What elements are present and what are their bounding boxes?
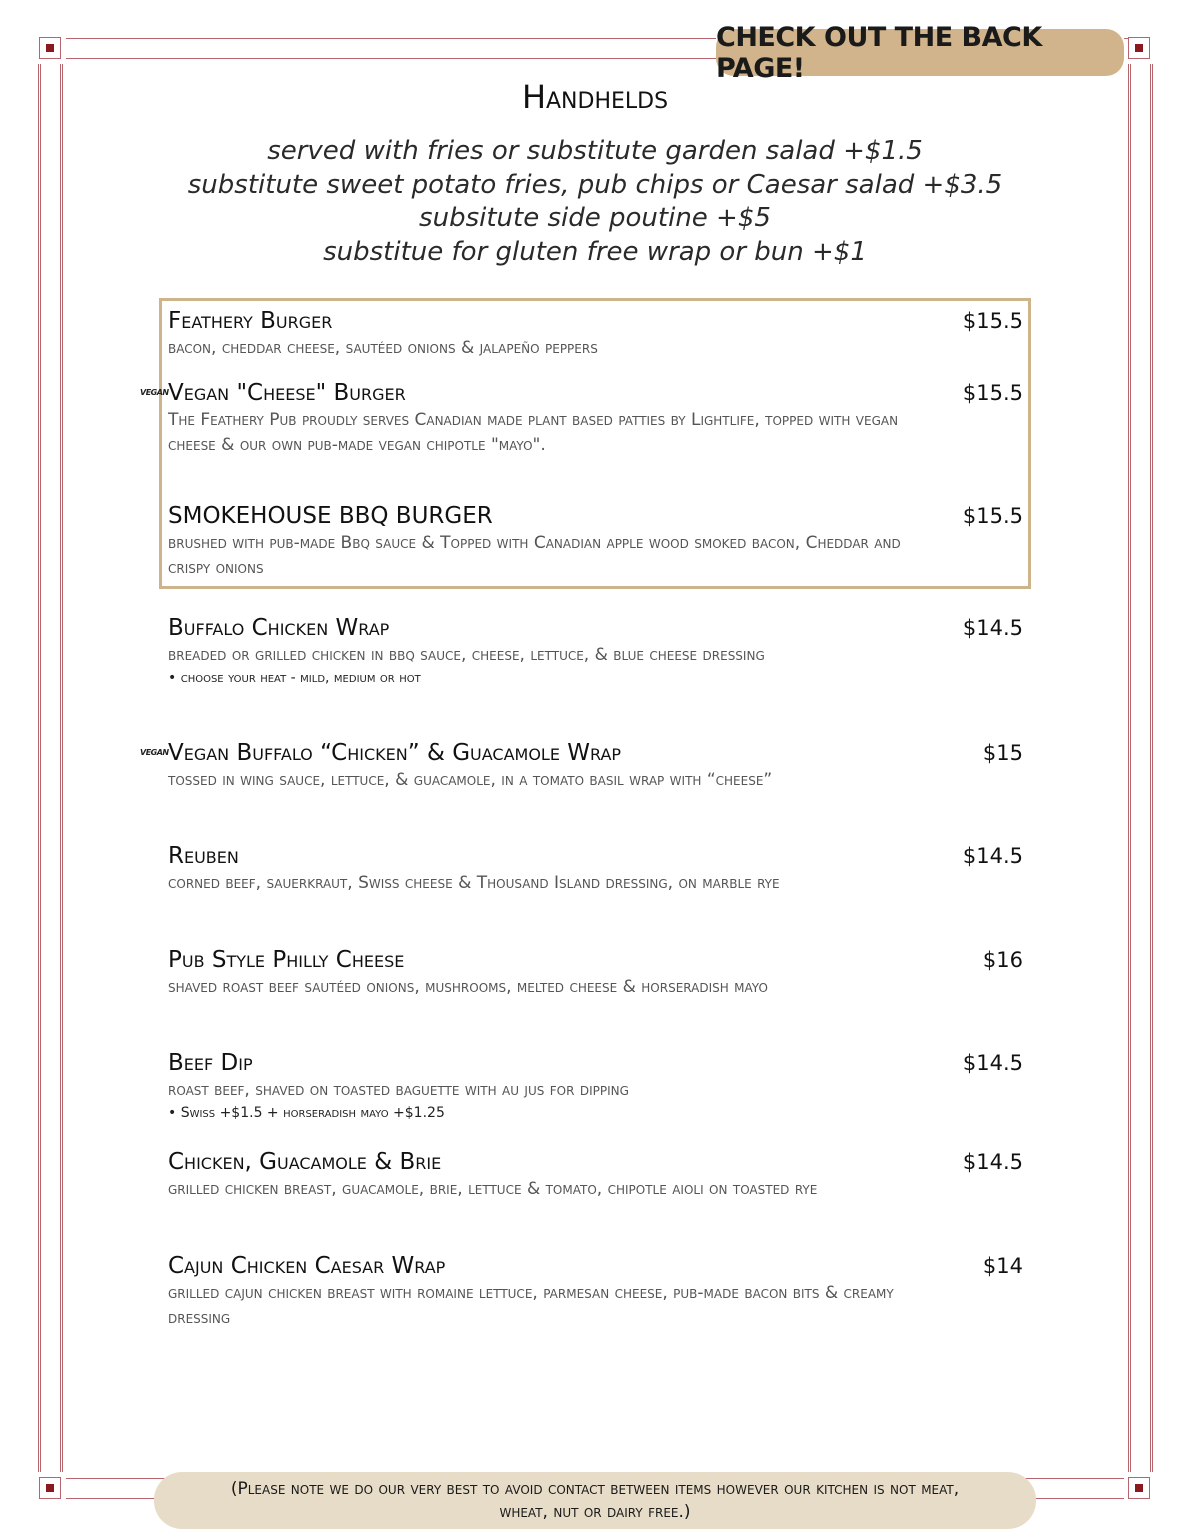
allergen-disclaimer-text: (Please note we do our very best to avoid contact between items however our kitchen is not meat, wheat, nut or dairy free.) <box>230 1478 960 1522</box>
frame-line-right-outer <box>1150 64 1151 1472</box>
corner-top-left <box>39 37 61 59</box>
menu-item <box>168 1049 1023 1123</box>
item-name: Chicken, Guacamole & Brie <box>168 1149 442 1175</box>
corner-bottom-right <box>1128 1477 1150 1499</box>
back-page-banner: CHECK OUT THE BACK PAGE! <box>716 29 1124 76</box>
frame-line-top-outer <box>66 38 716 39</box>
frame-line-right-inner2 <box>1130 64 1131 1472</box>
frame-line-left-inner <box>60 64 61 1472</box>
substitution-line: substitute sweet potato fries, pub chips or Caesar salad +$3.5 <box>187 169 1003 200</box>
item-description: The Feathery Pub proudly serves Canadian made plant based patties by Lightlife, topped with vegan cheese & our own pub-made vegan chipotle "mayo". <box>168 410 899 455</box>
item-price: $15.5 <box>962 504 1023 528</box>
item-name: Feathery Burger <box>168 308 333 334</box>
item-note: • choose your heat - mild, medium or hot <box>168 670 421 686</box>
corner-bottom-left <box>39 1477 61 1499</box>
item-price: $14.5 <box>962 1150 1023 1174</box>
menu-item <box>168 1148 1023 1202</box>
vegan-icon: VEGAN <box>140 388 169 397</box>
item-description: corned beef, sauerkraut, Swiss cheese & Thousand Island dressing, on marble rye <box>168 873 780 893</box>
frame-line-left-outer2 <box>40 64 41 1472</box>
frame-line-top-inner <box>66 58 716 59</box>
substitution-line: subsitute side poutine +$5 <box>419 203 771 233</box>
frame-line-right-outer2 <box>1152 64 1153 1472</box>
frame-line-right-inner <box>1128 64 1129 1472</box>
item-description: brushed with pub-made Bbq sauce & Topped with Canadian apple wood smoked bacon, Cheddar and crispy onions <box>168 533 901 578</box>
page-title: Handhelds <box>521 78 669 116</box>
menu-item <box>140 739 1023 793</box>
menu-item <box>168 946 1023 1000</box>
item-name: Pub Style Philly Cheese <box>168 947 405 973</box>
frame-line-left-inner2 <box>62 64 63 1472</box>
item-price: $14.5 <box>962 616 1023 640</box>
item-name: Vegan "Cheese" Burger <box>168 380 406 406</box>
item-price: $15 <box>982 741 1023 765</box>
item-price: $15.5 <box>962 381 1023 405</box>
substitution-line: served with fries or substitute garden salad +$1.5 <box>267 136 923 166</box>
frame-line-left-outer <box>38 64 39 1472</box>
substitution-notes <box>0 135 1190 269</box>
item-name: Beef Dip <box>168 1050 253 1076</box>
item-description: shaved roast beef sautéed onions, mushrooms, melted cheese & horseradish mayo <box>168 977 768 997</box>
item-description: roast beef, shaved on toasted baguette with au jus for dipping <box>168 1080 629 1100</box>
menu-item <box>168 1252 1023 1331</box>
item-name: Cajun Chicken Caesar Wrap <box>168 1253 446 1279</box>
allergen-disclaimer <box>154 1472 1036 1529</box>
menu-item <box>168 614 1023 688</box>
menu-item <box>168 842 1023 896</box>
menu-item <box>168 502 1023 581</box>
item-name: SMOKEHOUSE BBQ BURGER <box>168 503 493 529</box>
substitution-line: substitue for gluten free wrap or bun +$1 <box>323 236 867 267</box>
item-price: $14 <box>982 1254 1023 1278</box>
item-description: grilled cajun chicken breast with romaine lettuce, parmesan cheese, pub-made bacon bits & creamy dressing <box>168 1283 894 1328</box>
item-price: $14.5 <box>962 1051 1023 1075</box>
item-description: bacon, cheddar cheese, sautéed onions & jalapeño peppers <box>168 338 598 358</box>
item-name: Reuben <box>168 843 239 869</box>
item-price: $15.5 <box>962 309 1023 333</box>
item-description: tossed in wing sauce, lettuce, & guacamole, in a tomato basil wrap with “cheese” <box>168 770 773 790</box>
menu-item <box>140 379 1023 458</box>
menu-item <box>168 307 1023 361</box>
item-description: breaded or grilled chicken in bbq sauce, cheese, lettuce, & blue cheese dressing <box>168 645 765 665</box>
item-note: • Swiss +$1.5 + horseradish mayo +$1.25 <box>168 1105 445 1121</box>
item-name: Vegan Buffalo “Chicken” & Guacamole Wrap <box>168 740 622 766</box>
corner-top-right <box>1128 37 1150 59</box>
vegan-icon: VEGAN <box>140 748 169 757</box>
item-name: Buffalo Chicken Wrap <box>168 615 390 641</box>
item-description: grilled chicken breast, guacamole, brie, lettuce & tomato, chipotle aioli on toasted rye <box>168 1179 818 1199</box>
item-price: $16 <box>982 948 1023 972</box>
item-price: $14.5 <box>962 844 1023 868</box>
